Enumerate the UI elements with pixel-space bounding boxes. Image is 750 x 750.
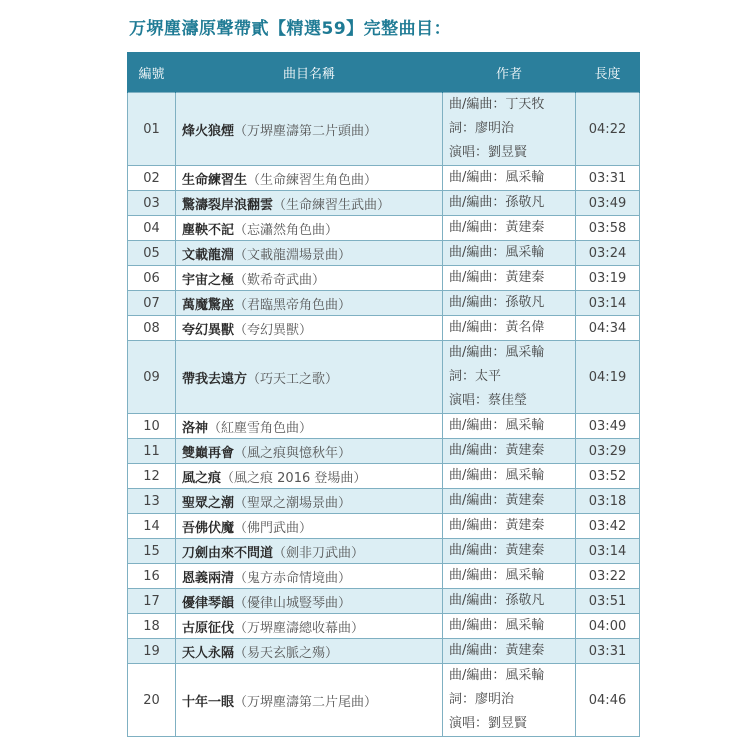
track-number: 18 [128,614,176,639]
credit-line: 曲/編曲：孫敬凡 [449,195,545,210]
credit-line: 曲/編曲：丁天牧 [449,97,545,112]
credit-line: 曲/編曲：風采輪 [449,618,545,633]
page-title: 万堺塵濤原聲帶貳【精選59】完整曲目： [129,19,452,39]
track-name-cell [176,414,443,439]
track-length: 03:19 [576,266,640,291]
track-length: 03:49 [576,414,640,439]
track-title: 優律琴韻 [182,595,235,611]
track-credits [443,614,576,639]
track-table [127,52,640,737]
track-number: 15 [128,539,176,564]
table-row [128,564,640,589]
track-length: 03:18 [576,489,640,514]
track-title: 宇宙之極 [182,272,235,288]
track-credits [443,191,576,216]
track-title: 雙巔再會 [182,445,235,461]
header-num: 編號 [128,52,176,93]
track-subtitle: （生命練習生武曲） [273,197,391,213]
track-subtitle: （優律山城豎琴曲） [234,595,352,611]
table-row [128,241,640,266]
table-row [128,614,640,639]
track-name-cell [176,93,443,166]
track-number: 07 [128,291,176,316]
track-list [128,93,640,737]
track-name-cell [176,439,443,464]
track-length: 03:14 [576,291,640,316]
track-number: 20 [128,664,176,737]
track-length: 04:19 [576,341,640,414]
credit-line: 曲/編曲：孫敬凡 [449,295,545,310]
track-number: 14 [128,514,176,539]
track-length: 03:52 [576,464,640,489]
track-subtitle: （万堺塵濤第二片頭曲） [234,123,378,139]
track-number: 06 [128,266,176,291]
track-credits [443,166,576,191]
track-name-cell [176,464,443,489]
credit-line: 曲/編曲：風采輪 [449,170,545,185]
track-subtitle: （聖眾之潮場景曲） [234,495,352,511]
track-name-cell [176,166,443,191]
table-row [128,166,640,191]
track-number: 04 [128,216,176,241]
track-title: 烽火狼煙 [182,123,235,139]
table-row [128,639,640,664]
track-name-cell [176,341,443,414]
track-credits [443,514,576,539]
header-name: 曲目名稱 [176,52,443,93]
credit-line: 曲/編曲：風采輪 [449,245,545,260]
track-title: 聖眾之潮 [182,495,235,511]
credit-line: 曲/編曲：風采輪 [449,418,545,433]
track-name-cell [176,664,443,737]
track-subtitle: （生命練習生角色曲） [247,172,378,188]
credit-line: 曲/編曲：黃建秦 [449,518,545,533]
track-name-cell [176,241,443,266]
track-subtitle: （文載龍淵場景曲） [234,247,352,263]
track-name-cell [176,291,443,316]
track-credits [443,639,576,664]
table-row [128,266,640,291]
track-name-cell [176,564,443,589]
table-row [128,191,640,216]
track-number: 16 [128,564,176,589]
track-length: 04:34 [576,316,640,341]
credit-line: 詞：廖明治 [449,692,515,707]
track-number: 01 [128,93,176,166]
table-row [128,414,640,439]
credit-line: 詞：太平 [449,369,502,384]
table-row [128,539,640,564]
track-subtitle: （万堺塵濤第二片尾曲） [234,694,378,710]
credit-line: 曲/編曲：孫敬凡 [449,593,545,608]
track-number: 09 [128,341,176,414]
track-subtitle: （巧天工之歌） [247,371,339,387]
track-name-cell [176,266,443,291]
table-row [128,341,640,414]
track-title: 驚濤裂岸浪翻雲 [182,197,274,213]
track-credits [443,489,576,514]
track-number: 13 [128,489,176,514]
track-credits [443,539,576,564]
track-credits [443,414,576,439]
track-length: 03:51 [576,589,640,614]
track-subtitle: （君臨黑帝角色曲） [234,297,352,313]
track-length: 03:42 [576,514,640,539]
credit-line: 曲/編曲：風采輪 [449,345,545,360]
track-length: 03:58 [576,216,640,241]
track-title: 恩義兩清 [182,570,235,586]
track-title: 文載龍淵 [182,247,235,263]
table-row [128,514,640,539]
credit-line: 詞：廖明治 [449,121,515,136]
track-credits [443,341,576,414]
track-number: 02 [128,166,176,191]
header-length: 長度 [576,52,640,93]
track-number: 12 [128,464,176,489]
track-number: 08 [128,316,176,341]
credit-line: 曲/編曲：黃建秦 [449,543,545,558]
track-subtitle: （歎希奇武曲） [234,272,326,288]
table-header-row [128,52,640,93]
track-title: 生命練習生 [182,172,248,188]
track-length: 04:46 [576,664,640,737]
table-row [128,216,640,241]
track-title: 萬魔驚座 [182,297,235,313]
track-number: 17 [128,589,176,614]
track-title: 風之痕 [182,470,222,486]
track-title: 塵鞅不記 [182,222,235,238]
credit-line: 曲/編曲：黃建秦 [449,443,545,458]
track-name-cell [176,539,443,564]
track-subtitle: （万堺塵濤總收幕曲） [234,620,365,636]
track-number: 19 [128,639,176,664]
table-row [128,439,640,464]
track-title: 天人永隔 [182,645,235,661]
track-title: 古原征伐 [182,620,235,636]
track-length: 03:31 [576,166,640,191]
track-subtitle: （紅塵雪角色曲） [208,420,313,436]
track-credits [443,664,576,737]
track-title: 夸幻異獸 [182,322,235,338]
track-number: 03 [128,191,176,216]
credit-line: 曲/編曲：黃建秦 [449,493,545,508]
track-length: 03:22 [576,564,640,589]
track-credits [443,93,576,166]
credit-line: 曲/編曲：黃名偉 [449,320,545,335]
track-credits [443,216,576,241]
track-name-cell [176,514,443,539]
track-credits [443,564,576,589]
track-name-cell [176,614,443,639]
track-name-cell [176,589,443,614]
track-name-cell [176,316,443,341]
table-row [128,316,640,341]
track-subtitle: （夸幻異獸） [234,322,313,338]
track-subtitle: （鬼方赤命情境曲） [234,570,352,586]
table-row [128,489,640,514]
track-length: 03:14 [576,539,640,564]
track-subtitle: （風之痕與憶秋年） [234,445,352,461]
track-subtitle: （佛門武曲） [234,520,313,536]
table-row [128,589,640,614]
credit-line: 演唱：劉昱賢 [449,145,528,160]
track-title: 吾佛伏魔 [182,520,235,536]
credit-line: 曲/編曲：風采輪 [449,568,545,583]
track-number: 11 [128,439,176,464]
track-name-cell [176,489,443,514]
credit-line: 曲/編曲：黃建秦 [449,270,545,285]
track-title: 十年一眼 [182,694,235,710]
table-row [128,291,640,316]
track-title: 刀劍由來不問道 [182,545,274,561]
table-row [128,93,640,166]
track-length: 03:24 [576,241,640,266]
track-credits [443,291,576,316]
track-name-cell [176,639,443,664]
credit-line: 演唱：劉昱賢 [449,716,528,731]
track-credits [443,439,576,464]
track-subtitle: （劍非刀武曲） [273,545,365,561]
track-credits [443,316,576,341]
track-number: 10 [128,414,176,439]
header-author: 作者 [443,52,576,93]
track-subtitle: （忘瀟然角色曲） [234,222,339,238]
track-length: 03:29 [576,439,640,464]
credit-line: 曲/編曲：黃建秦 [449,220,545,235]
track-length: 04:00 [576,614,640,639]
track-credits [443,266,576,291]
credit-line: 曲/編曲：風采輪 [449,468,545,483]
track-length: 03:49 [576,191,640,216]
track-credits [443,589,576,614]
track-name-cell [176,191,443,216]
table-row [128,464,640,489]
track-title: 帶我去遠方 [182,371,248,387]
credit-line: 曲/編曲：風采輪 [449,668,545,683]
track-length: 04:22 [576,93,640,166]
table-row [128,664,640,737]
track-length: 03:31 [576,639,640,664]
track-title: 洛神 [182,420,209,436]
track-number: 05 [128,241,176,266]
track-name-cell [176,216,443,241]
credit-line: 曲/編曲：黃建秦 [449,643,545,658]
track-credits [443,241,576,266]
credit-line: 演唱：蔡佳瑩 [449,393,528,408]
track-subtitle: （風之痕 2016 登場曲） [221,470,367,486]
track-subtitle: （易天玄脈之殤） [234,645,339,661]
track-credits [443,464,576,489]
